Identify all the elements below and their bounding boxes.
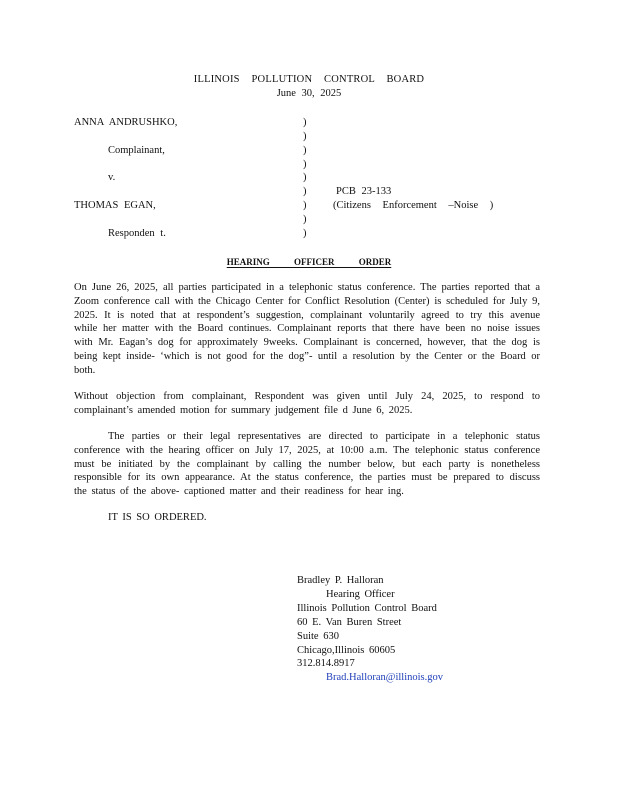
board-title: ILLINOIS POLLUTION CONTROL BOARD	[193, 74, 425, 85]
signer-address-city: Chicago,Illinois 60605	[297, 644, 396, 656]
order-date: June 30, 2025	[276, 88, 342, 99]
paragraph-status-conference	[74, 281, 540, 378]
signer-address-street: 60 E. Van Buren Street	[297, 616, 402, 628]
order-heading-text: HEARING OFFICER ORDER	[226, 257, 392, 267]
caption-paren: )	[303, 186, 307, 197]
signer-org: Illinois Pollution Control Board	[297, 602, 437, 614]
caption-paren: )	[303, 214, 307, 225]
signer-title: Hearing Officer	[326, 588, 395, 600]
caption-paren: )	[303, 200, 307, 211]
respondent-role: Responden t.	[108, 228, 166, 239]
case-number: PCB 23-133	[336, 186, 392, 197]
caption-paren: )	[303, 159, 307, 170]
versus-label: v.	[108, 172, 116, 183]
paragraph-text: Without objection from complainant, Respondent was given until July 24, 2025, to respond to complainant’s amended motion for summary judgement file d June 6, 2025.	[74, 391, 540, 416]
case-type: (Citizens Enforcement –Noise )	[333, 200, 494, 211]
caption-paren: )	[303, 145, 307, 156]
respondent-name: THOMAS EGAN,	[74, 200, 156, 211]
signer-name: Bradley P. Halloran	[297, 575, 384, 586]
paragraph-text: On June 26, 2025, all parties participated in a telephonic status conference. The parties reported that a Zoom conference call with the Chicago Center for Conflict Resolution (Center) is scheduled for July 9, 2025. It is noted that at respondent’s suggestion, complainant voluntarily agreed to try this avenue while her matter with the Board continues. Complainant reports that there have been no noise issues with Mr. Eagan’s dog for approximately 9weeks. Complainant is concerned, however, that the dog is being kept inside- ‘which is not good for the dog”- until a resolution by the Center or the Board or both.	[74, 282, 540, 376]
paragraph-objection	[74, 390, 540, 418]
closing-statement: IT IS SO ORDERED.	[108, 512, 207, 523]
signer-phone: 312.814.8917	[297, 658, 355, 670]
caption-paren: )	[303, 117, 307, 128]
signature-block	[297, 574, 443, 685]
paragraph-directive	[74, 430, 540, 499]
complainant-name: ANNA ANDRUSHKO,	[74, 117, 178, 128]
caption-paren: )	[303, 228, 307, 239]
signer-address-suite: Suite 630	[297, 630, 339, 642]
caption-paren: )	[303, 131, 307, 142]
caption-paren: )	[303, 172, 307, 183]
order-heading	[0, 256, 618, 270]
paragraph-text: The parties or their legal representatives are directed to participate in a telephonic status conference with the hearing officer on July 17, 2025, at 10:00 a.m. The telephonic status conference must be initiated by the complainant by calling the number below, but each party is nonetheless responsible for its own appearance. At the status conference, the parties must be prepared to discuss the status of the above- captioned matter and their readiness for hear ing.	[74, 431, 540, 498]
signer-email-link[interactable]: Brad.Halloran@illinois.gov	[326, 672, 443, 684]
complainant-role: Complainant,	[108, 145, 165, 156]
